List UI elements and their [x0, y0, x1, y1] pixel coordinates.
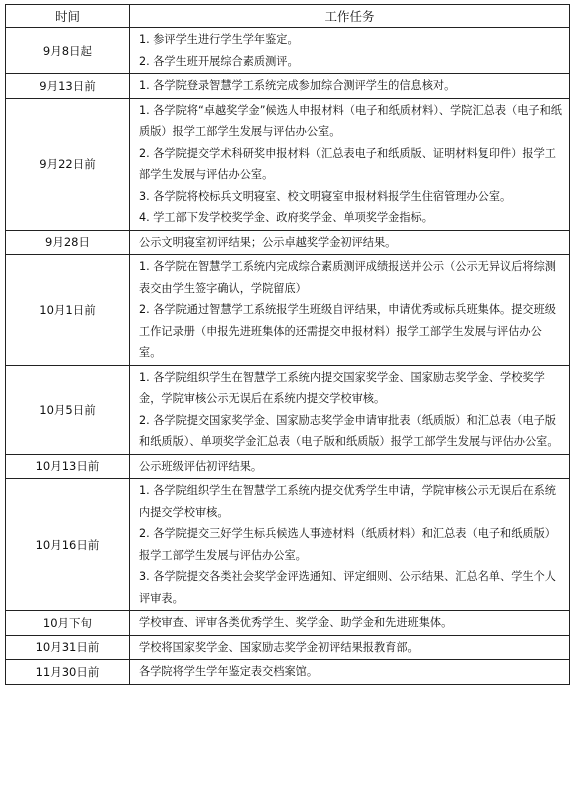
table-row	[6, 98, 570, 230]
row-tasks	[130, 28, 570, 74]
table-row	[6, 365, 570, 454]
task-item: 1. 参评学生进行学生学年鉴定。	[139, 33, 299, 46]
task-item: 3. 各学院将校标兵文明寝室、校文明寝室申报材料报学生住宿管理办公室。	[139, 189, 512, 203]
table-row	[6, 230, 570, 255]
table-row	[6, 454, 570, 479]
row-tasks	[130, 660, 570, 685]
row-tasks	[130, 454, 570, 479]
row-time: 9月28日	[6, 230, 130, 255]
row-tasks	[130, 635, 570, 660]
task-item: 2. 各学院通过智慧学工系统报学生班级自评结果，申请优秀或标兵班集体。提交班级工作记录册（申报先进班集体的还需提交申报材料）报学工部学生发展与评估办公室。	[139, 303, 556, 359]
row-time: 9月8日起	[6, 28, 130, 74]
task-item: 4. 学工部下发学校奖学金、政府奖学金、单项奖学金指标。	[139, 211, 433, 224]
task-item: 1. 各学院在智慧学工系统内完成综合素质测评成绩报送并公示（公示无异议后将综测表交由学生签字确认，学院留底）	[139, 260, 556, 295]
table-row	[6, 611, 570, 636]
task-item: 各学院将学生学年鉴定表交档案馆。	[139, 665, 319, 678]
time-column-header: 时间	[6, 5, 130, 28]
task-item: 学校将国家奖学金、国家励志奖学金初评结果报教育部。	[139, 640, 419, 654]
row-tasks	[130, 365, 570, 454]
task-item: 2. 各学院提交三好学生标兵候选人事迹材料（纸质材料）和汇总表（电子和纸质版）报学工部学生发展与评估办公室。	[139, 527, 556, 562]
row-tasks	[130, 230, 570, 255]
task-column-header: 工作任务	[130, 5, 570, 28]
task-item: 2. 各学院提交国家奖学金、国家励志奖学金申请审批表（纸质版）和汇总表（电子版和纸质版）、单项奖学金汇总表（电子版和纸质版）报学工部学生发展与评估办公室。	[139, 413, 559, 448]
task-item: 3. 各学院提交各类社会奖学金评选通知、评定细则、公示结果、汇总名单、学生个人评审表。	[139, 570, 556, 605]
row-time: 9月13日前	[6, 74, 130, 99]
task-item: 学校审查、评审各类优秀学生、奖学金、助学金和先进班集体。	[139, 616, 453, 629]
schedule-table	[5, 4, 570, 685]
table-row	[6, 28, 570, 74]
row-time: 11月30日前	[6, 660, 130, 685]
table-body	[6, 28, 570, 685]
row-time: 9月22日前	[6, 98, 130, 230]
task-item: 2. 各学院提交学术科研奖申报材料（汇总表电子和纸质版、证明材料复印件）报学工部学生发展与评估办公室。	[139, 146, 556, 181]
task-item: 公示班级评估初评结果。	[139, 459, 263, 473]
row-tasks	[130, 74, 570, 99]
task-item: 1. 各学院组织学生在智慧学工系统内提交国家奖学金、国家励志奖学金、学校奖学金，学院审核公示无误后在系统内提交学校审核。	[139, 370, 545, 405]
row-time: 10月16日前	[6, 479, 130, 611]
row-time: 10月下旬	[6, 611, 130, 636]
task-item: 2. 各学生班开展综合素质测评。	[139, 54, 299, 68]
task-item: 1. 各学院将“卓越奖学金”候选人申报材料（电子和纸质材料）、学院汇总表（电子和纸质版）报学工部学生发展与评估办公室。	[139, 103, 562, 138]
row-tasks	[130, 255, 570, 366]
row-time: 10月13日前	[6, 454, 130, 479]
table-row	[6, 635, 570, 660]
row-time: 10月31日前	[6, 635, 130, 660]
table-row	[6, 255, 570, 366]
task-item: 1. 各学院组织学生在智慧学工系统内提交优秀学生申请，学院审核公示无误后在系统内提交学校审核。	[139, 484, 556, 519]
row-tasks	[130, 479, 570, 611]
schedule-document	[5, 4, 569, 685]
table-row	[6, 660, 570, 685]
table-row	[6, 74, 570, 99]
row-time: 10月5日前	[6, 365, 130, 454]
row-time: 10月1日前	[6, 255, 130, 366]
table-header-row	[6, 5, 570, 28]
task-item: 1. 各学院登录智慧学工系统完成参加综合测评学生的信息核对。	[139, 79, 456, 92]
task-item: 公示文明寝室初评结果；公示卓越奖学金初评结果。	[139, 235, 397, 249]
table-row	[6, 479, 570, 611]
row-tasks	[130, 611, 570, 636]
row-tasks	[130, 98, 570, 230]
